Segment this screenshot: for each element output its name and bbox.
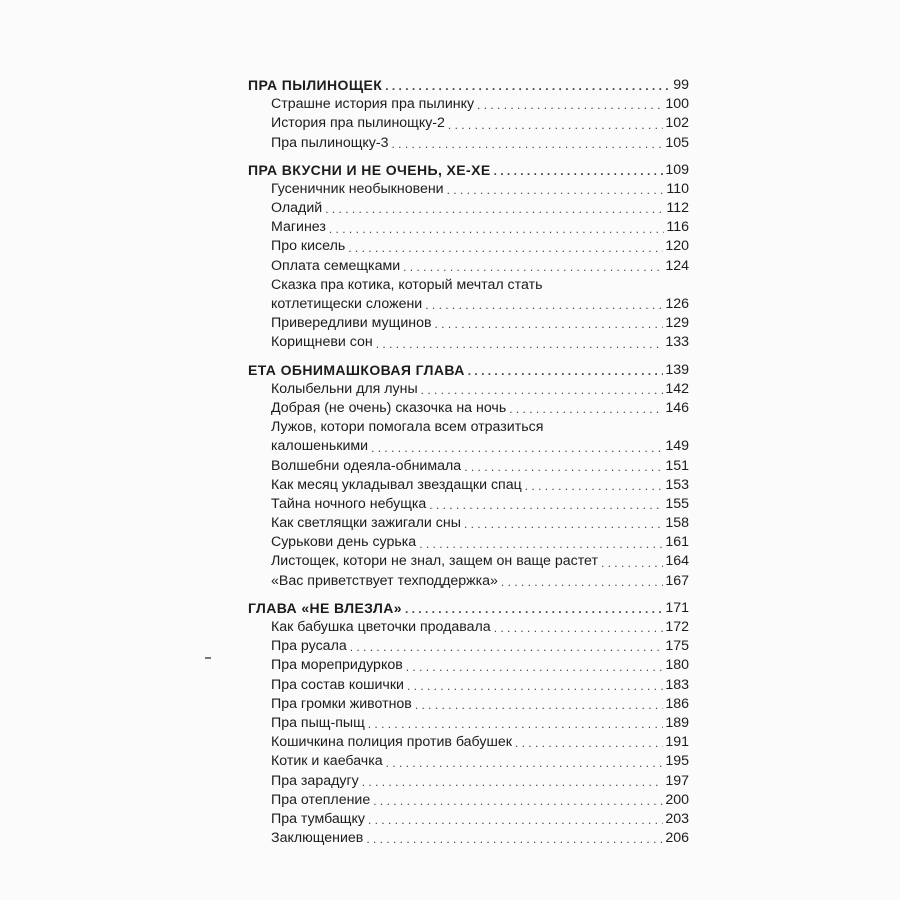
- toc-entry: [248, 180, 689, 199]
- page-number: 206: [665, 830, 689, 847]
- page-number: 191: [665, 734, 689, 751]
- toc-entry-title: Волшебни одеяла-обнимала: [271, 457, 462, 474]
- toc-entry: [248, 95, 689, 114]
- page-number: 112: [666, 200, 689, 217]
- page-number: 99: [673, 76, 689, 93]
- dot-leader: [329, 221, 664, 237]
- dot-leader: [325, 201, 664, 217]
- toc-entry-title: Пра тумбащку: [271, 810, 365, 827]
- page-number: 110: [666, 180, 689, 197]
- dot-leader: [419, 536, 663, 552]
- dot-leader: [429, 497, 663, 513]
- toc-entry-title: Пра состав кошички: [271, 676, 404, 693]
- dot-leader: [385, 78, 671, 94]
- toc-entry: [248, 476, 689, 495]
- toc-entry: [248, 218, 689, 237]
- toc-entry: [248, 572, 689, 591]
- toc-entry-title: Заклющениев: [271, 830, 364, 847]
- toc-entry: [248, 752, 689, 771]
- section-heading-title: ГЛАВА «НЕ ВЛЕЗЛА»: [248, 599, 402, 616]
- page-number: 155: [665, 495, 689, 512]
- dot-leader: [468, 363, 664, 379]
- page-number: 129: [665, 315, 689, 332]
- page-number: 171: [665, 599, 689, 616]
- toc-entry-title: Сурькови день сурька: [271, 534, 417, 551]
- section-heading: [248, 161, 689, 180]
- dot-leader: [348, 240, 663, 256]
- toc-entry: [248, 714, 689, 733]
- page-number: 100: [665, 96, 689, 113]
- dot-leader: [350, 639, 664, 655]
- toc-entry-title: Страшне история пра пылинку: [271, 96, 475, 113]
- page-number: 146: [665, 399, 689, 416]
- dot-leader: [525, 478, 664, 494]
- toc-entry: [248, 333, 689, 352]
- page-number: 105: [665, 134, 689, 151]
- dot-leader: [435, 316, 664, 332]
- section-heading-title: ПРА ПЫЛИНОЩЕК: [248, 76, 383, 93]
- toc-entry: [248, 314, 689, 333]
- toc-entry: [248, 791, 689, 810]
- page-number: 151: [665, 457, 689, 474]
- toc-entry-title: Пра пылинощку-3: [271, 134, 389, 151]
- toc-entry: [248, 134, 689, 153]
- dot-leader: [415, 697, 663, 713]
- toc-entry-title: Пра зарадугу: [271, 772, 359, 789]
- dot-leader: [447, 182, 665, 198]
- toc-entry-title: Как светлящки зажигали сны: [271, 515, 461, 532]
- page-number: 142: [665, 380, 689, 397]
- toc-entry: [248, 257, 689, 276]
- toc-section: [248, 599, 689, 848]
- toc-entry: [248, 238, 689, 257]
- toc-entry: [248, 514, 689, 533]
- page-number: 161: [665, 534, 689, 551]
- toc-entry-title: Гусеничник необыкновени: [271, 180, 444, 197]
- dot-leader: [464, 459, 663, 475]
- page-number: 149: [665, 438, 689, 455]
- page-number: 175: [665, 638, 689, 655]
- page-number: 133: [665, 334, 689, 351]
- dot-leader: [368, 716, 664, 732]
- section-heading: [248, 76, 689, 95]
- dot-leader: [391, 136, 663, 152]
- dot-leader: [515, 735, 663, 751]
- toc-entry-title: Как месяц укладывал звездащки спац: [271, 476, 522, 493]
- dot-leader: [425, 297, 663, 313]
- toc-entry-title: «Вас приветствует техподдержка»: [271, 572, 498, 589]
- toc-entry-title: котлетищески сложени: [271, 296, 423, 313]
- toc-entry: [248, 495, 689, 514]
- dot-leader: [406, 659, 664, 675]
- toc-entry-title: Магинез: [271, 219, 326, 236]
- dot-leader: [373, 793, 663, 809]
- toc-entry-first-line: Лужов, котори помогала всем отразиться: [271, 419, 544, 436]
- toc-entry-title: Котик и каебачка: [271, 753, 383, 770]
- toc-entry: [248, 553, 689, 572]
- page-number: 126: [665, 296, 689, 313]
- toc-entry: [248, 637, 689, 656]
- toc-entry: [248, 772, 689, 791]
- toc-entry: [248, 829, 689, 848]
- dot-leader: [407, 678, 663, 694]
- page-number: 139: [665, 361, 689, 378]
- toc-entry-title: Тайна ночного небущка: [271, 495, 427, 512]
- toc-entry: [248, 437, 689, 456]
- toc-entry-title: Про кисель: [271, 238, 346, 255]
- toc-entry-title: Колыбельни для луны: [271, 380, 418, 397]
- toc-entry-title: Корищневи сон: [271, 334, 373, 351]
- toc-section: [248, 361, 689, 591]
- dot-leader: [421, 382, 664, 398]
- toc-entry-title: Как бабушка цветочки продавала: [271, 619, 491, 636]
- toc-section: [248, 76, 689, 153]
- toc-entry-title: Добрая (не очень) сказочка на ночь: [271, 399, 507, 416]
- toc-entry-title: калошенькими: [271, 438, 369, 455]
- toc-entry: [248, 656, 689, 675]
- table-of-contents: [248, 76, 689, 856]
- toc-entry-title: Привередливи мущинов: [271, 315, 432, 332]
- page-number: 116: [666, 219, 689, 236]
- dot-leader: [464, 516, 663, 532]
- page-number: 189: [665, 714, 689, 731]
- toc-entry-title: Пра громки животнов: [271, 695, 412, 712]
- toc-entry: [248, 399, 689, 418]
- dot-leader: [371, 440, 663, 456]
- toc-entry: [248, 114, 689, 133]
- dot-leader: [366, 831, 663, 847]
- toc-entry-title: Пра отепление: [271, 791, 371, 808]
- dot-leader: [448, 117, 663, 133]
- page-number: 109: [665, 161, 689, 178]
- section-heading: [248, 599, 689, 618]
- page-number: 164: [665, 553, 689, 570]
- page-number: 158: [665, 515, 689, 532]
- toc-entry-title: Кошичкина полиция против бабушек: [271, 734, 512, 751]
- toc-entry: [248, 295, 689, 314]
- page-number: 172: [665, 619, 689, 636]
- toc-entry: [248, 618, 689, 637]
- toc-entry: [248, 457, 689, 476]
- section-heading-title: ПРА ВКУСНИ И НЕ ОЧЕНЬ, ХЕ-ХЕ: [248, 161, 491, 178]
- page-number: 186: [665, 695, 689, 712]
- dot-leader: [494, 163, 664, 179]
- toc-entry: [248, 695, 689, 714]
- toc-entry-title: Оладий: [271, 200, 323, 217]
- page-number: 120: [665, 238, 689, 255]
- page-number: 195: [665, 753, 689, 770]
- toc-entry-title: Оплата семещками: [271, 257, 401, 274]
- toc-entry: [248, 380, 689, 399]
- dot-leader: [601, 555, 663, 571]
- page-number: 197: [665, 772, 689, 789]
- toc-entry: [248, 199, 689, 218]
- toc-entry-title: Пра русала: [271, 638, 347, 655]
- page-mark: [205, 657, 211, 659]
- dot-leader: [368, 812, 663, 828]
- page-number: 200: [665, 791, 689, 808]
- dot-leader: [477, 97, 663, 113]
- dot-leader: [362, 774, 664, 790]
- page-number: 180: [665, 657, 689, 674]
- toc-entry-title: Пра морепридурков: [271, 657, 403, 674]
- toc-section: [248, 161, 689, 353]
- dot-leader: [376, 336, 664, 352]
- toc-entry: [248, 733, 689, 752]
- page-number: 203: [665, 810, 689, 827]
- page-number: 124: [665, 257, 689, 274]
- toc-entry-title: Листощек, котори не знал, защем он ваще растет: [271, 553, 598, 570]
- page-number: 153: [665, 476, 689, 493]
- toc-entry: [248, 533, 689, 552]
- toc-entry-title: История пра пылинощку-2: [271, 115, 445, 132]
- page-number: 102: [665, 115, 689, 132]
- toc-entry-title: Пра пыщ-пыщ: [271, 714, 365, 731]
- toc-entry: [248, 810, 689, 829]
- dot-leader: [501, 574, 663, 590]
- page-number: 167: [665, 572, 689, 589]
- page-number: 183: [665, 676, 689, 693]
- toc-entry-first-line: Сказка пра котика, который мечтал стать: [271, 276, 543, 293]
- dot-leader: [509, 401, 663, 417]
- section-heading: [248, 361, 689, 380]
- dot-leader: [494, 620, 664, 636]
- toc-entry: [248, 676, 689, 695]
- dot-leader: [403, 259, 663, 275]
- section-heading-title: ЕТА ОБНИМАШКОВАЯ ГЛАВА: [248, 361, 465, 378]
- dot-leader: [405, 601, 663, 617]
- dot-leader: [386, 755, 664, 771]
